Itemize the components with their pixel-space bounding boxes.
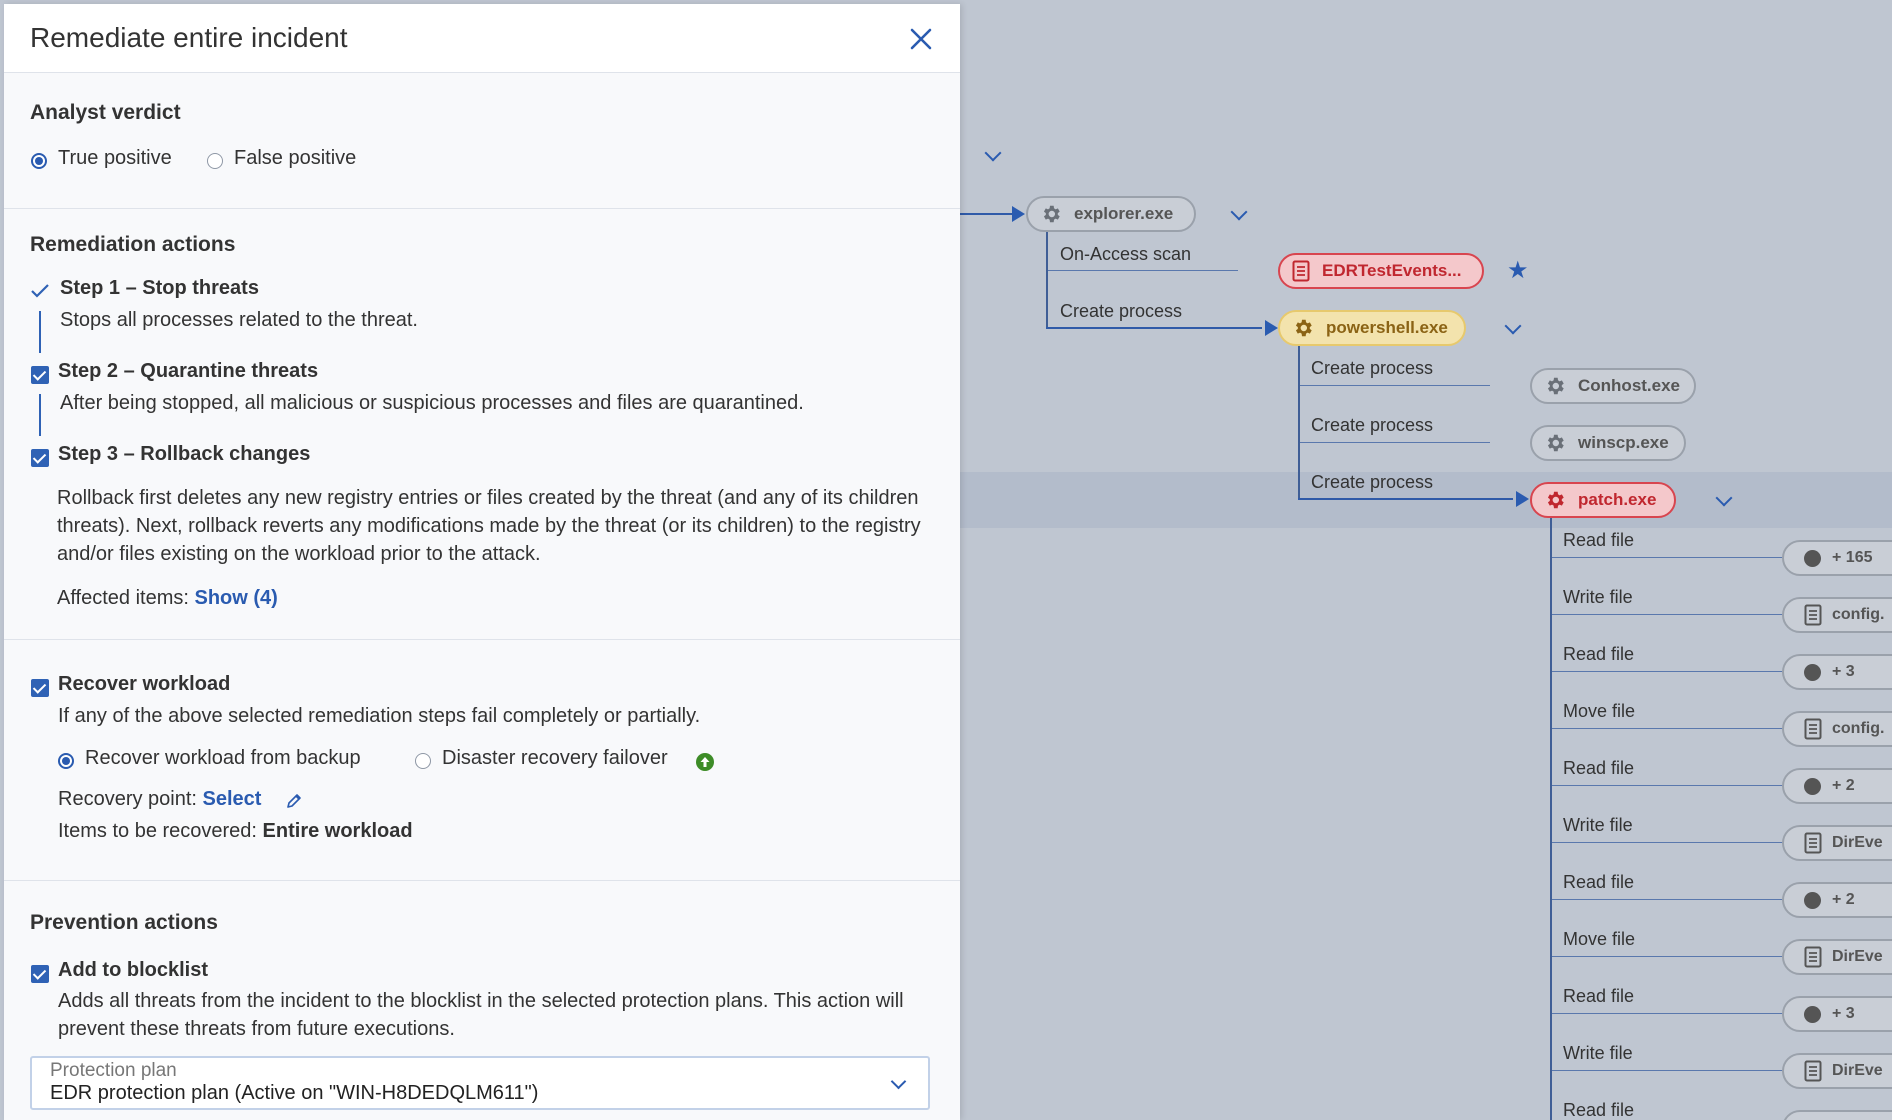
recovery-point-select-link[interactable]: Select — [202, 788, 262, 810]
file-node-label: + 2 — [1832, 891, 1855, 908]
file-node-label: config. — [1832, 720, 1885, 737]
edge-line — [1552, 956, 1784, 957]
pencil-icon[interactable] — [285, 792, 303, 815]
group-dot-icon — [1804, 892, 1821, 909]
edge-line — [1046, 327, 1262, 329]
process-node-edrtest-label: EDRTestEvents... — [1322, 261, 1462, 280]
process-node-winscp[interactable] — [1530, 425, 1686, 461]
true-positive-radio[interactable] — [31, 153, 47, 169]
file-node-label: DirEve — [1832, 1062, 1883, 1079]
edge-label-onaccess: On-Access scan — [1060, 244, 1192, 264]
edge-line — [1552, 614, 1784, 615]
group-dot-icon — [1804, 1006, 1821, 1023]
edge-line — [1552, 557, 1784, 558]
edge-line — [960, 213, 1018, 215]
group-dot-icon — [1804, 664, 1821, 681]
process-node-explorer-label: explorer.exe — [1074, 204, 1174, 223]
remediation-actions-section — [4, 209, 960, 640]
recover-from-backup-label[interactable]: Recover workload from backup — [85, 747, 361, 769]
affected-items — [57, 587, 278, 610]
recover-workload-description: If any of the above selected remediation steps fail completely or partially. — [58, 705, 701, 727]
affected-items-label: Affected items: — [57, 587, 189, 609]
edge-line — [1552, 1013, 1784, 1014]
file-node[interactable] — [1782, 1053, 1892, 1089]
group-dot-icon — [1804, 550, 1821, 567]
file-op-label: Read file — [1563, 758, 1635, 778]
file-node[interactable] — [1782, 597, 1892, 633]
process-node-patch[interactable] — [1530, 482, 1676, 518]
file-op-label: Write file — [1563, 1043, 1633, 1063]
star-icon[interactable]: ★ — [1507, 257, 1529, 284]
file-node[interactable] — [1782, 939, 1892, 975]
edge-line — [1552, 728, 1784, 729]
process-graph — [960, 0, 1892, 1120]
edge-line — [1298, 498, 1513, 500]
file-node-label: DirEve — [1832, 948, 1883, 965]
edge-arrow — [1012, 206, 1025, 222]
group-dot-icon — [1804, 778, 1821, 795]
file-node-label: DirEve — [1832, 834, 1883, 851]
file-node-label: + 3 — [1832, 663, 1855, 680]
step3-title[interactable]: Step 3 – Rollback changes — [58, 443, 311, 465]
process-node-conhost[interactable] — [1530, 368, 1696, 404]
expand-chevron-icon[interactable] — [1231, 204, 1248, 221]
edge-line — [1552, 842, 1784, 843]
edge-label-create3: Create process — [1311, 415, 1434, 435]
disaster-recovery-label[interactable]: Disaster recovery failover — [442, 747, 668, 769]
items-to-recover — [58, 820, 413, 843]
add-to-blocklist-title[interactable]: Add to blocklist — [58, 959, 208, 981]
file-node-label: config. — [1832, 606, 1885, 623]
process-node-powershell[interactable] — [1278, 310, 1466, 346]
dialog-title: Remediate entire incident — [30, 22, 348, 53]
edge-line — [1552, 1070, 1784, 1071]
file-node[interactable] — [1782, 996, 1892, 1032]
process-node-conhost-label: Conhost.exe — [1578, 376, 1681, 395]
recover-workload-checkbox[interactable] — [31, 679, 49, 697]
edge-line — [1300, 385, 1490, 386]
file-node[interactable] — [1782, 825, 1892, 861]
items-to-recover-label: Items to be recovered: — [58, 820, 257, 842]
file-op-label: Write file — [1563, 587, 1633, 607]
file-op-label: Read file — [1563, 872, 1635, 892]
file-node[interactable] — [1782, 1110, 1892, 1120]
edge-label-create1: Create process — [1060, 301, 1183, 321]
remediate-dialog — [4, 4, 960, 1120]
file-op-label: Read file — [1563, 986, 1635, 1006]
protection-plan-label: Protection plan — [50, 1060, 177, 1081]
false-positive-label[interactable]: False positive — [234, 147, 357, 169]
process-node-edrtest[interactable] — [1278, 253, 1484, 289]
recovery-point — [58, 788, 261, 811]
protection-plan-value: EDR protection plan (Active on "WIN-H8DEDQLM611") — [50, 1082, 539, 1104]
expand-chevron-icon[interactable] — [1505, 318, 1522, 335]
edge-label-create4: Create process — [1311, 472, 1434, 492]
step2-title[interactable]: Step 2 – Quarantine threats — [58, 360, 319, 382]
file-op-label: Read file — [1563, 1100, 1635, 1120]
file-node[interactable] — [1782, 768, 1892, 804]
edge-line — [1552, 671, 1784, 672]
analyst-verdict-section — [4, 73, 960, 209]
step1-description: Stops all processes related to the threat. — [60, 309, 418, 331]
upgrade-icon[interactable] — [696, 753, 714, 776]
dialog-header — [4, 4, 960, 73]
add-to-blocklist-checkbox[interactable] — [31, 965, 49, 983]
file-op-label: Move file — [1563, 929, 1636, 949]
edge-label-create2: Create process — [1311, 358, 1434, 378]
disaster-recovery-radio[interactable] — [415, 753, 431, 769]
file-op-label: Move file — [1563, 701, 1636, 721]
analyst-verdict-heading: Analyst verdict — [30, 101, 181, 124]
chevron-down-icon — [891, 1074, 907, 1090]
file-op-label: Read file — [1563, 530, 1635, 550]
recovery-point-label: Recovery point: — [58, 788, 197, 810]
edge-line — [1300, 442, 1490, 443]
edge-line — [1048, 270, 1238, 271]
recover-workload-section — [4, 640, 960, 881]
file-op-label: Write file — [1563, 815, 1633, 835]
step-connector — [39, 394, 41, 436]
true-positive-label[interactable]: True positive — [58, 147, 172, 169]
file-node[interactable] — [1782, 540, 1892, 576]
tree-trunk — [1550, 518, 1552, 1120]
recover-workload-title[interactable]: Recover workload — [58, 673, 231, 695]
step1-check-icon — [30, 283, 50, 304]
process-node-powershell-label: powershell.exe — [1326, 318, 1448, 337]
step3-description: Rollback first deletes any new registry entries or files created by the threat (and any of its children threats). Next, rollback reverts any modifications made by the threat (or its children) to the registry and/or files existing on the workload prior to the attack. — [57, 487, 921, 565]
edge-line — [1552, 785, 1784, 786]
step2-checkbox[interactable] — [31, 366, 49, 384]
recover-from-backup-radio[interactable] — [58, 753, 74, 769]
expand-chevron-icon[interactable] — [985, 145, 1002, 162]
edge-arrow — [1265, 320, 1278, 336]
file-node[interactable] — [1782, 882, 1892, 918]
file-node[interactable] — [1782, 654, 1892, 690]
tree-trunk — [1046, 232, 1048, 328]
tree-trunk — [1298, 346, 1300, 500]
protection-plan-dropdown[interactable] — [30, 1056, 930, 1110]
close-icon[interactable] — [908, 26, 934, 52]
step2-description: After being stopped, all malicious or suspicious processes and files are quarantined. — [60, 392, 804, 414]
file-node-label: + 165 — [1832, 549, 1873, 566]
items-to-recover-value: Entire workload — [262, 820, 413, 842]
file-node[interactable] — [1782, 711, 1892, 747]
step3-checkbox[interactable] — [31, 449, 49, 467]
remediation-actions-heading: Remediation actions — [30, 233, 236, 256]
edge-line — [1552, 899, 1784, 900]
file-node-label: + 2 — [1832, 777, 1855, 794]
file-node-label: + 3 — [1832, 1005, 1855, 1022]
edge-arrow — [1516, 491, 1529, 507]
affected-items-show-link[interactable]: Show (4) — [194, 587, 278, 609]
process-node-patch-label: patch.exe — [1578, 490, 1657, 509]
prevention-actions-heading: Prevention actions — [30, 911, 218, 934]
step-connector — [39, 311, 41, 353]
process-node-explorer[interactable] — [1026, 196, 1196, 232]
add-to-blocklist-description: Adds all threats from the incident to the blocklist in the selected protection plans. This action will prevent these threats from future executions. — [58, 990, 904, 1040]
step1-title: Step 1 – Stop threats — [60, 277, 259, 299]
process-node-winscp-label: winscp.exe — [1578, 433, 1669, 452]
file-op-label: Read file — [1563, 644, 1635, 664]
false-positive-radio[interactable] — [207, 153, 223, 169]
